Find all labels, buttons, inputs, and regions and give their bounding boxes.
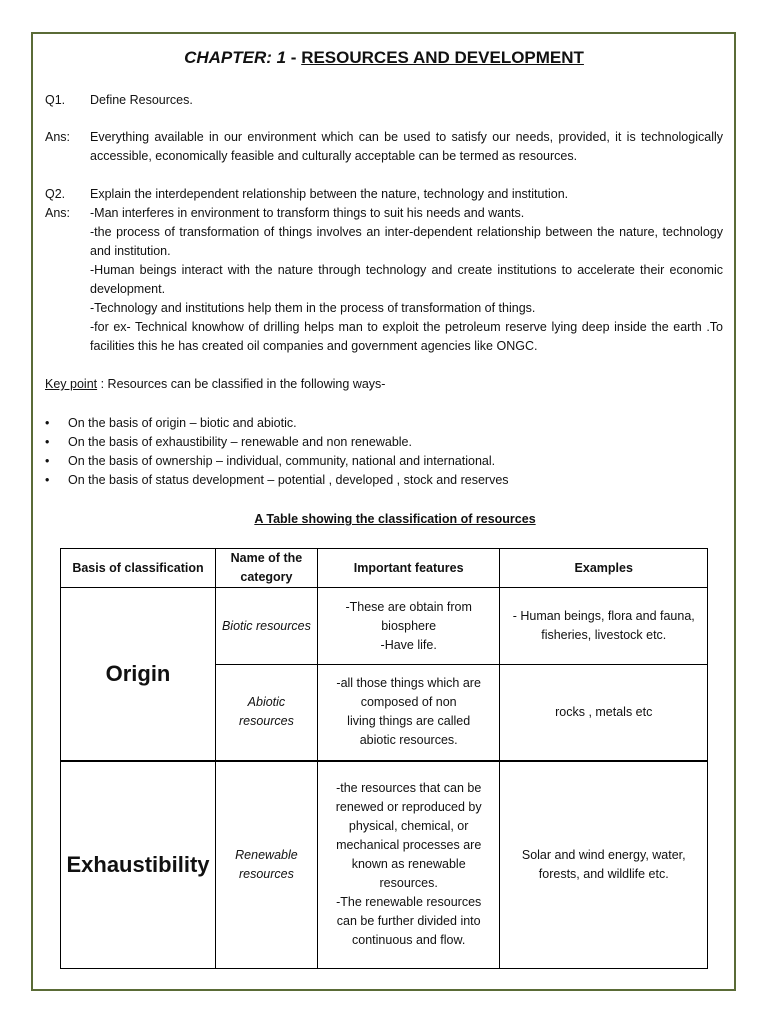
list-item: • On the basis of origin – biotic and abiotic. xyxy=(45,414,509,433)
q1-answer-label: Ans: xyxy=(45,130,71,144)
q2-answer-label: Ans: xyxy=(45,206,71,220)
answer-line: -Human beings interact with the nature through technology and create institutions to accelerate their economic development. xyxy=(90,263,723,296)
examples-cell: rocks , metals etc xyxy=(500,665,708,761)
examples-cell: - Human beings, flora and fauna, fisheries, livestock etc. xyxy=(500,588,708,665)
bullet-icon: • xyxy=(45,435,50,449)
chapter-subject: RESOURCES AND DEVELOPMENT xyxy=(301,48,584,67)
table-row xyxy=(61,761,708,969)
q2-label: Q2. xyxy=(45,187,66,201)
key-point-label: Key point xyxy=(45,377,98,391)
features-cell: -These are obtain from biosphere -Have life. xyxy=(317,588,500,665)
bullet-icon: • xyxy=(45,416,50,430)
table-header-row xyxy=(61,549,708,588)
category-cell: Renewable resources xyxy=(215,761,317,969)
classification-list xyxy=(45,414,509,490)
list-item: • On the basis of ownership – individual, community, national and international. xyxy=(45,452,509,471)
q2-question: Explain the interdependent relationship between the nature, technology and institution. xyxy=(90,187,569,201)
q1-answer: Everything available in our environment which can be used to satisfy our needs, provided, it is technologically accessible, economically feasible and culturally acceptable can be termed as resources. xyxy=(90,130,723,163)
title-separator: - xyxy=(286,48,302,67)
header-examples: Examples xyxy=(500,549,708,588)
classification-table xyxy=(60,548,708,969)
features-cell: -the resources that can be renewed or reproduced by physical, chemical, or mechanical processes are known as renewable resources. -The renewable resources can be further divided into continuous and flow. xyxy=(317,761,500,969)
header-category: Name of the category xyxy=(215,549,317,588)
header-basis: Basis of classification xyxy=(61,549,216,588)
bullet-icon: • xyxy=(45,473,50,487)
q1-question: Define Resources. xyxy=(90,93,193,107)
bullet-icon: • xyxy=(45,454,50,468)
key-point-text: : Resources can be classified in the following ways- xyxy=(97,377,386,391)
features-cell: -all those things which are composed of non living things are called abiotic resources. xyxy=(317,665,500,761)
list-item: • On the basis of status development – potential , developed , stock and reserves xyxy=(45,471,509,490)
category-cell: Abiotic resources xyxy=(215,665,317,761)
basis-exhaustibility: Exhaustibility xyxy=(61,761,216,969)
q2-answer xyxy=(90,204,723,356)
answer-line: -the process of transformation of things involves an inter-dependent relationship between the nature, technology and institution. xyxy=(90,225,723,258)
q1-label: Q1. xyxy=(45,93,66,107)
table-row xyxy=(61,588,708,665)
header-features: Important features xyxy=(317,549,500,588)
answer-line: -for ex- Technical knowhow of drilling helps man to exploit the petroleum reserve lying deep inside the earth .To facilities this he has created oil companies and government agencies like ONGC. xyxy=(90,320,723,353)
table-caption: A Table showing the classification of resources xyxy=(254,512,536,526)
examples-cell: Solar and wind energy, water, forests, and wildlife etc. xyxy=(500,761,708,969)
basis-origin: Origin xyxy=(61,588,216,761)
category-cell: Biotic resources xyxy=(215,588,317,665)
key-point xyxy=(45,375,385,394)
chapter-number: CHAPTER: 1 xyxy=(184,48,287,67)
answer-line: -Technology and institutions help them in the process of transformation of things. xyxy=(90,301,536,315)
page-title xyxy=(0,48,768,68)
list-item: • On the basis of exhaustibility – renewable and non renewable. xyxy=(45,433,509,452)
answer-line: -Man interferes in environment to transform things to suit his needs and wants. xyxy=(90,206,525,220)
